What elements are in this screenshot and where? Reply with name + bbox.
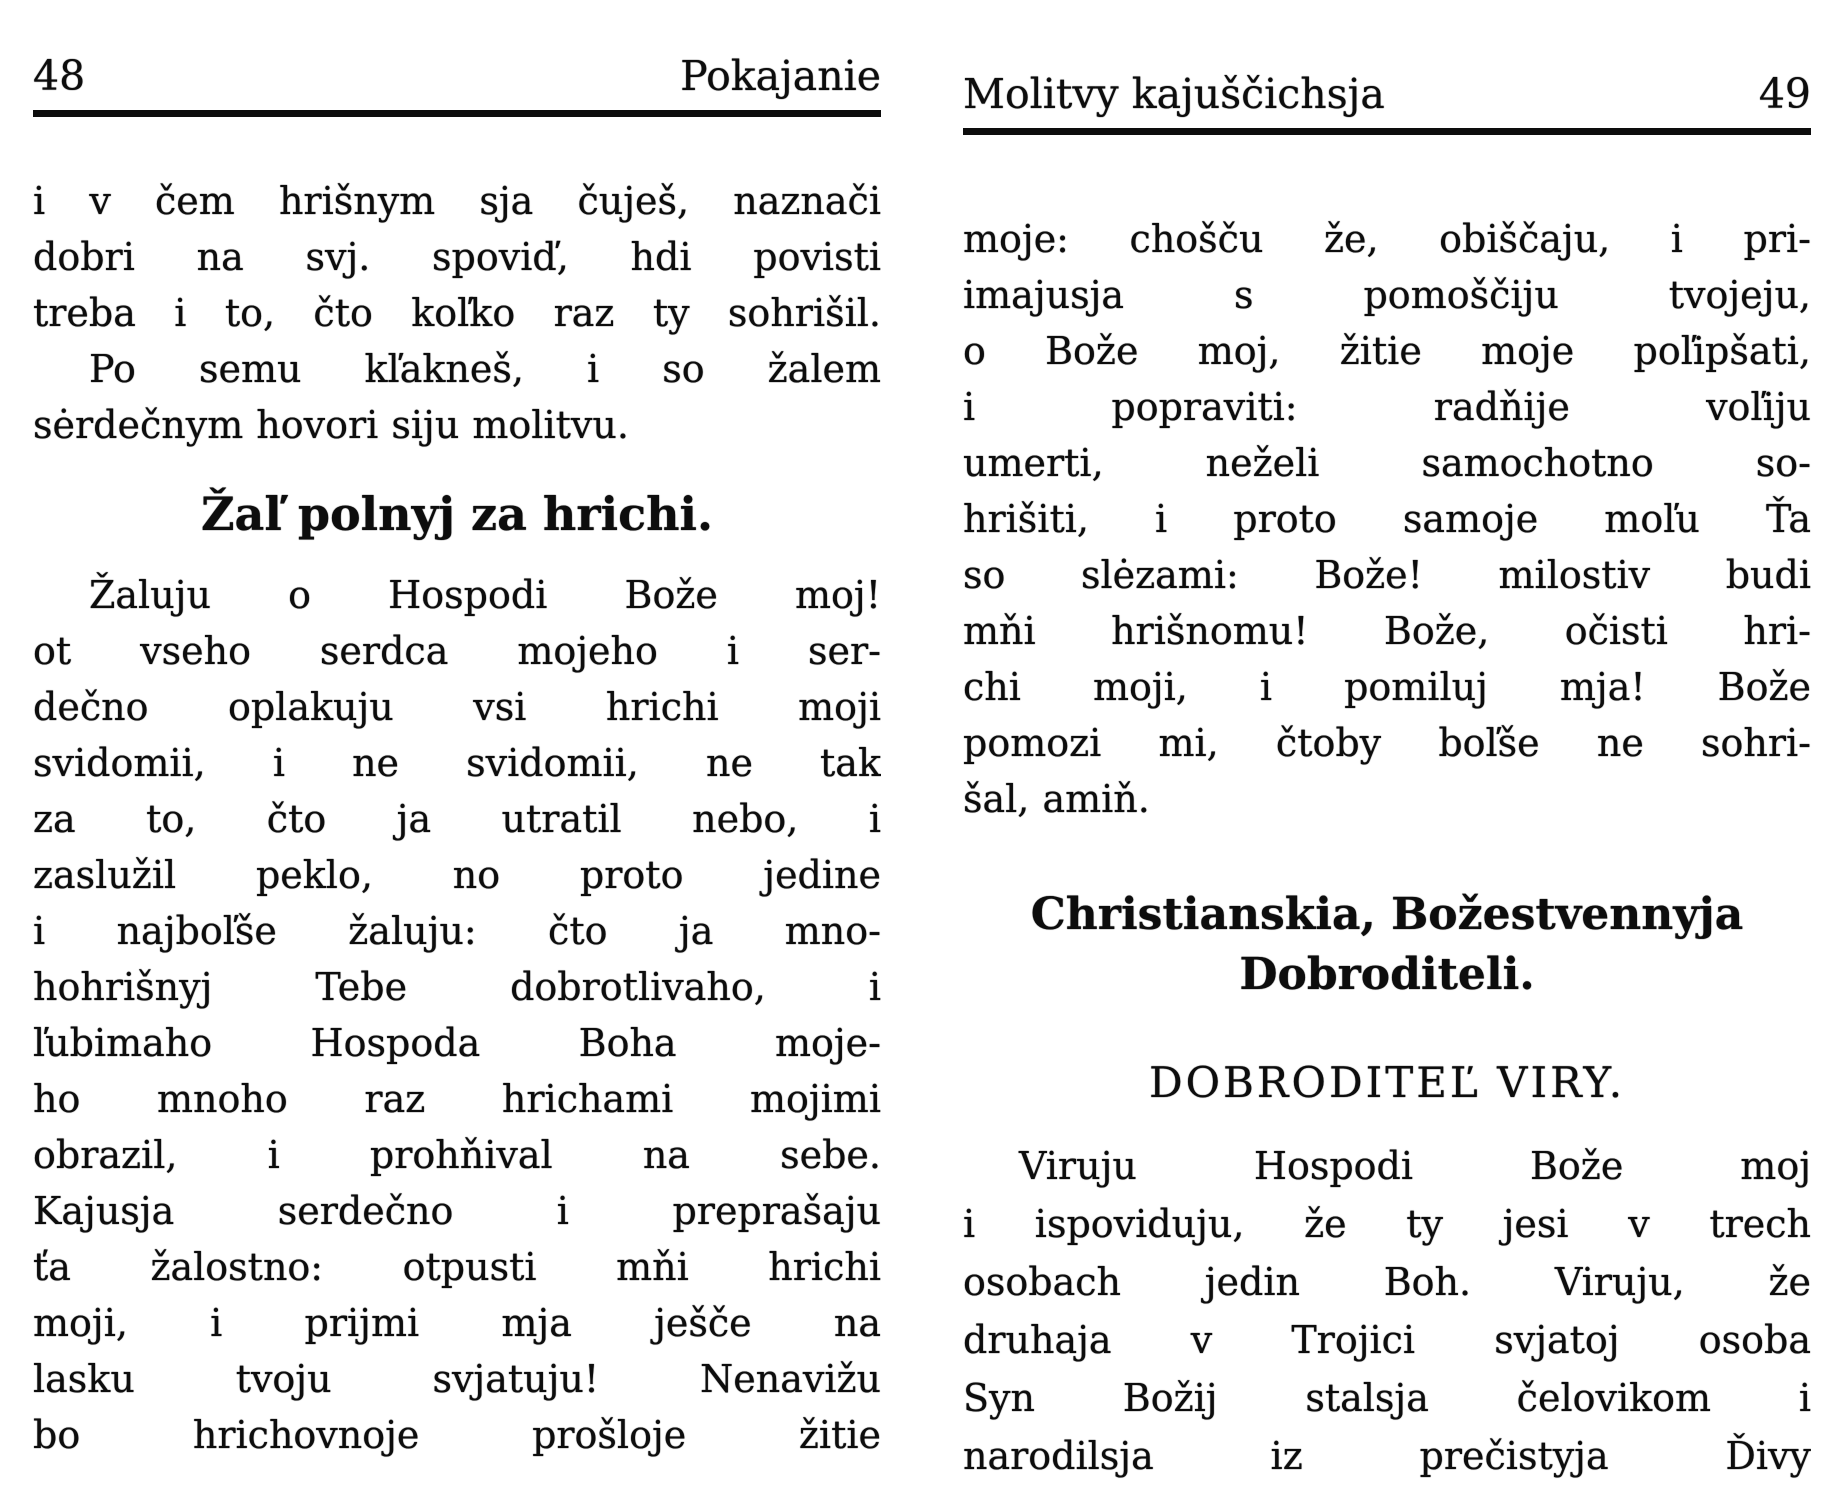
section-heading-line: Dobroditeli.: [1239, 949, 1535, 1000]
text-line: šal, amiň.: [963, 777, 1150, 821]
text-line: zaslužil peklo, no proto jedine: [33, 853, 881, 897]
text-line: druhaja v Trojici svjatoj osoba: [963, 1318, 1811, 1362]
text-line: i popraviti: radňije voľiju: [963, 385, 1811, 429]
section-heading: Žaľ polnyj za hrichi.: [200, 487, 714, 541]
text-line: obrazil, i prohňival na sebe.: [33, 1133, 881, 1177]
right-running-header: [963, 70, 1811, 118]
text-line: Syn Božij stalsja čelovikom i: [963, 1376, 1811, 1420]
right-running-title: Molitvy kajuščichsja: [963, 70, 1385, 118]
text-line: treba i to, čto koľko raz ty sohrišil.: [33, 291, 881, 335]
left-text-block: [33, 173, 881, 1463]
text-line: dobri na svj. spoviď, hdi povisti: [33, 235, 881, 279]
text-line: o Bože moj, žitie moje poľipšati,: [963, 329, 1811, 373]
text-line: pomozi mi, čtoby boľše ne sohri-: [963, 721, 1811, 765]
right-text-block: [963, 211, 1811, 1485]
text-line: bo hrichovnoje prošloje žitie: [33, 1413, 881, 1457]
text-line: moji, i prijmi mja ješče na: [33, 1301, 881, 1345]
text-line: za to, čto ja utratil nebo, i: [33, 797, 881, 841]
section-heading: [963, 885, 1811, 1005]
left-page: [33, 52, 881, 1463]
text-line: i ispoviduju, že ty jesi v trech: [963, 1202, 1811, 1246]
text-line: hohrišnyj Tebe dobrotlivaho, i: [33, 965, 881, 1009]
subsection-heading: DOBRODITEĽ VIRY.: [1148, 1058, 1626, 1107]
text-line: svidomii, i ne svidomii, ne tak: [33, 741, 881, 785]
left-header-rule: [33, 110, 881, 117]
left-page-number: 48: [33, 52, 86, 100]
text-line: i v čem hrišnym sja čuješ, naznači: [33, 179, 881, 223]
right-header-rule: [963, 128, 1811, 135]
text-line: lasku tvoju svjatuju! Nenavižu: [33, 1357, 881, 1401]
text-line: ot vseho serdca mojeho i ser-: [33, 629, 881, 673]
text-line: i najboľše žaluju: čto ja mno-: [33, 909, 881, 953]
right-text-block-2: [963, 1137, 1811, 1485]
text-line: moje: chošču že, obiščaju, i pri-: [963, 217, 1811, 261]
text-line: Žaluju o Hospodi Bože moj!: [89, 573, 881, 617]
text-line: ťa žalostno: otpusti mňi hrichi: [33, 1245, 881, 1289]
text-line: narodilsja iz prečistyja Ďivy: [963, 1434, 1811, 1478]
right-page: [963, 70, 1811, 1485]
right-page-number: 49: [1758, 70, 1811, 118]
text-line: dečno oplakuju vsi hrichi moji: [33, 685, 881, 729]
text-line: ľubimaho Hospoda Boha moje-: [33, 1021, 881, 1065]
text-line: sėrdečnym hovori siju molitvu.: [33, 403, 629, 447]
text-line: chi moji, i pomiluj mja! Bože: [963, 665, 1811, 709]
text-line: umerti, neželi samochotno so-: [963, 441, 1811, 485]
left-running-header: [33, 52, 881, 100]
text-line: imajusja s pomoščiju tvojeju,: [963, 273, 1811, 317]
text-line: osobach jedin Boh. Viruju, že: [963, 1260, 1811, 1304]
text-line: Viruju Hospodi Bože moj: [1019, 1144, 1811, 1188]
section-heading-line: Christianskia, Božestvennyja: [1030, 889, 1744, 940]
text-line: ho mnoho raz hrichami mojimi: [33, 1077, 881, 1121]
text-line: Po semu kľakneš, i so žalem: [89, 347, 881, 391]
left-running-title: Pokajanie: [680, 52, 881, 100]
text-line: Kajusja serdečno i preprašaju: [33, 1189, 881, 1233]
text-line: so slėzami: Bože! milostiv budi: [963, 553, 1811, 597]
text-line: mňi hrišnomu! Bože, očisti hri-: [963, 609, 1811, 653]
text-line: hrišiti, i proto samoje moľu Ťa: [963, 497, 1811, 541]
